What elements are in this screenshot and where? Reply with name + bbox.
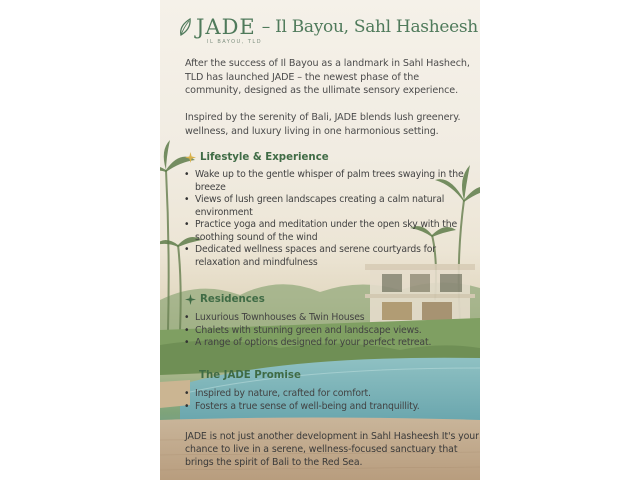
lifestyle-heading: [185, 152, 329, 163]
promise-list: [182, 388, 472, 413]
residences-heading: [185, 294, 265, 305]
promise-heading-label: The JADE Promise: [199, 370, 301, 381]
lifestyle-list: [182, 169, 472, 269]
list-item: • Wake up to the gentle whisper of palm trees swaying in the breeze: [182, 169, 472, 194]
leaf-icon: [178, 18, 192, 36]
jade-poster: [160, 0, 480, 480]
lifestyle-heading-label: Lifestyle & Experience: [200, 152, 329, 163]
sparkle-icon: [185, 152, 196, 163]
residences-list: [182, 312, 472, 350]
list-item: • Views of lush green landscapes creating a calm natural environment: [182, 194, 472, 219]
inspiration-paragraph: Inspired by the serenity of Bali, JADE blends lush greenery. wellness, and luxury living in one harmonious setting.: [185, 112, 461, 137]
list-item: • Dedicated wellness spaces and serene courtyards for relaxation and mindfulness: [182, 244, 472, 269]
brand-name: JADE: [196, 15, 256, 39]
list-item: • Inspired by nature, crafted for comfort.: [182, 388, 472, 401]
list-item: • Practice yoga and meditation under the open sky with the soothing sound of the wind: [182, 219, 472, 244]
residences-heading-label: Residences: [200, 294, 265, 305]
list-item: • Fosters a true sense of well-being and tranquillity.: [182, 401, 472, 414]
list-item: • Chalets with stunning green and landscape views.: [182, 325, 472, 338]
sparkle-icon: [185, 294, 196, 305]
list-item: • A range of options designed for your perfect retreat.: [182, 337, 472, 350]
brand-subtitle: IL BAYOU, TLD: [207, 39, 263, 45]
promise-heading: [199, 370, 301, 381]
title-row: [178, 12, 478, 42]
intro-paragraph: After the success of Il Bayou as a landmark in Sahl Hashech, TLD has launched JADE – the newest phase of the community, designed as the ullimate sensory experience.: [185, 58, 470, 97]
page-title: – Il Bayou, Sahl Hasheesh: [261, 17, 478, 37]
list-item: • Luxurious Townhouses & Twin Houses: [182, 312, 472, 325]
closing-paragraph: JADE is not just another development in Sahl Hasheesh It's your chance to live in a serene, wellness-focused sanctuary that brings the spirit of Bali to the Red Sea.: [185, 431, 479, 469]
